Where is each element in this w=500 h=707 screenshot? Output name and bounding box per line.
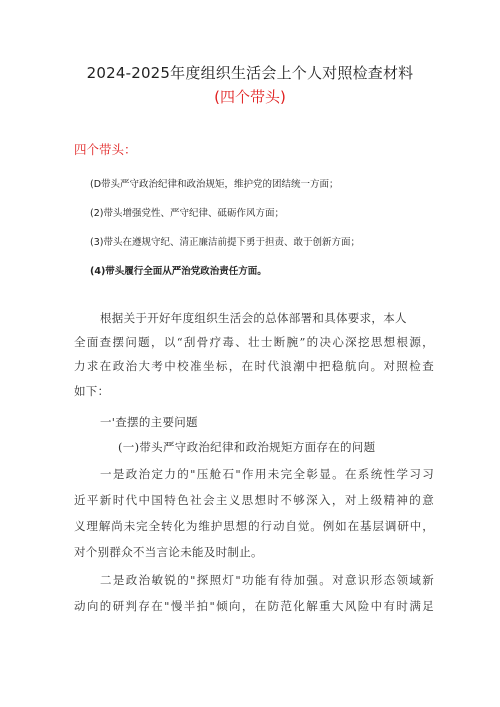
list-item: (2)带头增强党性、严守纪律、砥砺作风方面； (90, 208, 284, 219)
body-paragraph-line: 一是政治定力的"压舱石"作用未完全彰显。在系统性学习习 (100, 467, 434, 481)
body-paragraph-line: 对个别群众不当言论未能及时制止。 (74, 545, 263, 559)
body-paragraph-line: 近平新时代中国特色社会主义思想时不够深入，对上级精神的意 (74, 493, 434, 507)
list-item: (D带头严守政治纪律和政治规矩，维护党的团结统一方面； (90, 179, 339, 190)
body-paragraph-line: 动向的研判存在"慢半拍"倾向，在防范化解重大风险中有时满足 (74, 599, 434, 613)
body-paragraph-line: 如下： (74, 384, 110, 398)
list-item: (4)带头履行全面从严治党政治责任方面。 (90, 266, 267, 277)
document-title: 2024-2025年度组织生活会上个人对照检查材料 (86, 64, 414, 82)
body-paragraph-line: 义理解尚未完全转化为维护思想的行动自觉。例如在基层调研中， (74, 519, 434, 533)
body-paragraph-line: 全面查摆问题，以“刮骨疗毒、壮士断腕”的决心深挖思想根源， (74, 335, 434, 349)
body-paragraph-line: 力求在政治大考中校准坐标，在时代浪潮中把稳航向。对照检查 (74, 359, 434, 373)
list-item: (3)带头在遵规守纪、清正廉洁前提下勇于担责、敢于创新方面； (90, 237, 360, 248)
body-paragraph-line: 根据关于开好年度组织生活会的总体部署和具体要求，本人 (100, 311, 407, 325)
section-subheading: (一)带头严守政治纪律和政治规矩方面存在的问题 (118, 440, 376, 454)
section-heading: 四个带头： (74, 142, 137, 157)
section-subheading: 一'查摆的主要问题 (100, 415, 198, 429)
body-paragraph-line: 二是政治敏锐的"探照灯"功能有待加强。对意识形态领域新 (100, 573, 434, 587)
document-subtitle: (四个带头) (214, 88, 286, 106)
